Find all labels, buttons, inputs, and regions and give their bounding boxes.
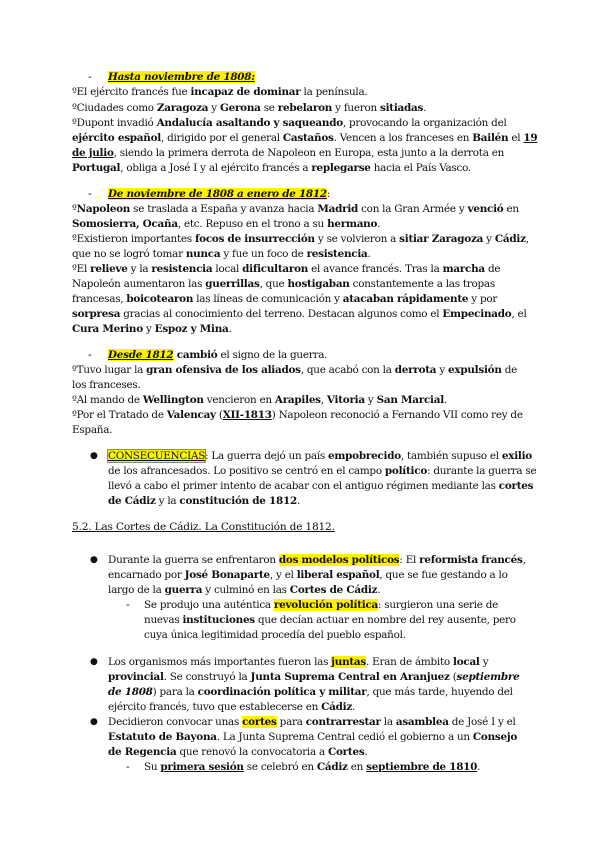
- text-line: Su primera sesión se celebró en Cádiz en septiembre de 1810.: [144, 761, 481, 773]
- section-title-1808: Hasta noviembre de 1808:: [108, 71, 255, 83]
- text-line: de 1808) para la coordinación política y militar, que más tarde, huyendo del: [108, 686, 513, 698]
- text-line: ºExistieron importantes focos de insurrección y se volvieron a sitiar Zaragoza y Cádiz,: [72, 233, 529, 245]
- dash-marker: -: [88, 70, 92, 83]
- text-line: ºTuvo lugar la gran ofensiva de los aliados, que acabó con la derrota y expulsión de: [72, 364, 517, 376]
- text-line: ejército español, dirigido por el general Castaños. Vencen a los franceses en Bailén el 19: [72, 132, 538, 144]
- dash-marker: -: [88, 348, 92, 361]
- text-line: Somosierra, Ocaña, etc. Repuso en el trono a su hermano.: [72, 218, 381, 230]
- text-line: que no se logró tomar nunca y fue un foco de resistencia.: [72, 248, 371, 260]
- text-line: francesas, boicotearon las líneas de comunicación y atacaban rápidamente y por: [72, 293, 498, 305]
- text-line: sorpresa gracias al conocimiento del terreno. Destacan algunos como el Empecinado, el: [72, 308, 527, 320]
- text-line: de los afrancesados. Lo positivo se centró en el campo político: durante la guerra se: [108, 465, 537, 477]
- text-line: de Cádiz y la constitución de 1812.: [108, 495, 301, 507]
- text-line: llevó a cabo el primer intento de acabar con el antiguo régimen mediante las cortes: [108, 480, 534, 492]
- text-line: Durante la guerra se enfrentaron dos modelos políticos: El reformista francés,: [108, 554, 526, 566]
- consecuencias-label: CONSECUENCIAS: [108, 450, 206, 462]
- bullet-marker: ●: [90, 451, 98, 461]
- text-line: ºCiudades como Zaragoza y Gerona se rebelaron y fueron sitiadas.: [72, 102, 427, 114]
- text-line: Los organismos más importantes fueron las juntas. Eran de ámbito local y: [108, 656, 489, 668]
- bullet-marker: ●: [90, 657, 98, 667]
- text-line: Se produjo una auténtica revolución política: surgieron una serie de: [144, 599, 499, 611]
- section-title-1812: Desde 1812 cambió el signo de la guerra.: [108, 349, 328, 361]
- dash-marker: -: [126, 760, 130, 773]
- section-heading-5-2: 5.2. Las Cortes de Cádiz. La Constitución de 1812.: [72, 521, 335, 533]
- text-line: España.: [72, 424, 113, 436]
- text-line: encarnado por José Bonaparte, y el liberal español, que se fue gestando a lo: [108, 569, 508, 581]
- bullet-marker: ●: [90, 717, 98, 727]
- text-line: ºEl relieve y la resistencia local dificultaron el avance francés. Tras la marcha de: [72, 263, 501, 275]
- text-line: CONSECUENCIAS: La guerra dejó un país empobrecido, también supuso el exilio: [108, 450, 532, 462]
- text-line: de julio, siendo la primera derrota de Napoleon en Europa, esta junto a la derrota en: [72, 147, 505, 159]
- text-line: ºNapoleon se traslada a España y avanza hacia Madrid con la Gran Armée y venció en: [72, 203, 519, 215]
- text-line: los franceses.: [72, 379, 141, 391]
- text-line: nuevas instituciones que decían actuar en nombre del rey ausente, pero: [144, 614, 516, 626]
- text-line: Estatuto de Bayona. La Junta Suprema Central cedió el gobierno a un Consejo: [108, 731, 518, 743]
- text-line: Portugal, obliga a José I y al ejército francés a replegarse hacia el País Vasco.: [72, 162, 471, 174]
- text-line: provincial. Se construyó la Junta Suprema Central en Aranjuez (septiembre: [108, 671, 520, 683]
- text-line: cuya única legitimidad procedía del pueblo español.: [144, 629, 406, 641]
- text-line: ºAl mando de Wellington vencieron en Arapiles, Vitoria y San Marcial.: [72, 394, 447, 406]
- text-line: Napoleón aumentaron las guerrillas, que hostigaban constantemente a las tropas: [72, 278, 495, 290]
- section-title-1808-1812: De noviembre de 1808 a enero de 1812:: [108, 188, 331, 200]
- bullet-marker: ●: [90, 555, 98, 565]
- text-line: de Regencia que renovó la convocatoria a Cortes.: [108, 746, 368, 758]
- text-line: ºDupont invadió Andalucía asaltando y saqueando, provocando la organización del: [72, 117, 507, 129]
- text-line: Cura Merino y Espoz y Mina.: [72, 323, 232, 335]
- dash-marker: -: [126, 598, 130, 611]
- text-line: Decidieron convocar unas cortes para contrarrestar la asamblea de José I y el: [108, 716, 516, 728]
- text-line: ºEl ejército francés fue incapaz de dominar la península.: [72, 86, 368, 98]
- text-line: ºPor el Tratado de Valencay (XII-1813) Napoleon reconoció a Fernando VII como rey de: [72, 409, 523, 421]
- text-line: largo de la guerra y culminó en las Cortes de Cádiz.: [108, 584, 381, 596]
- text-line: ejército francés, tuvo que establecerse en Cádiz.: [108, 701, 356, 713]
- dash-marker: -: [88, 187, 92, 200]
